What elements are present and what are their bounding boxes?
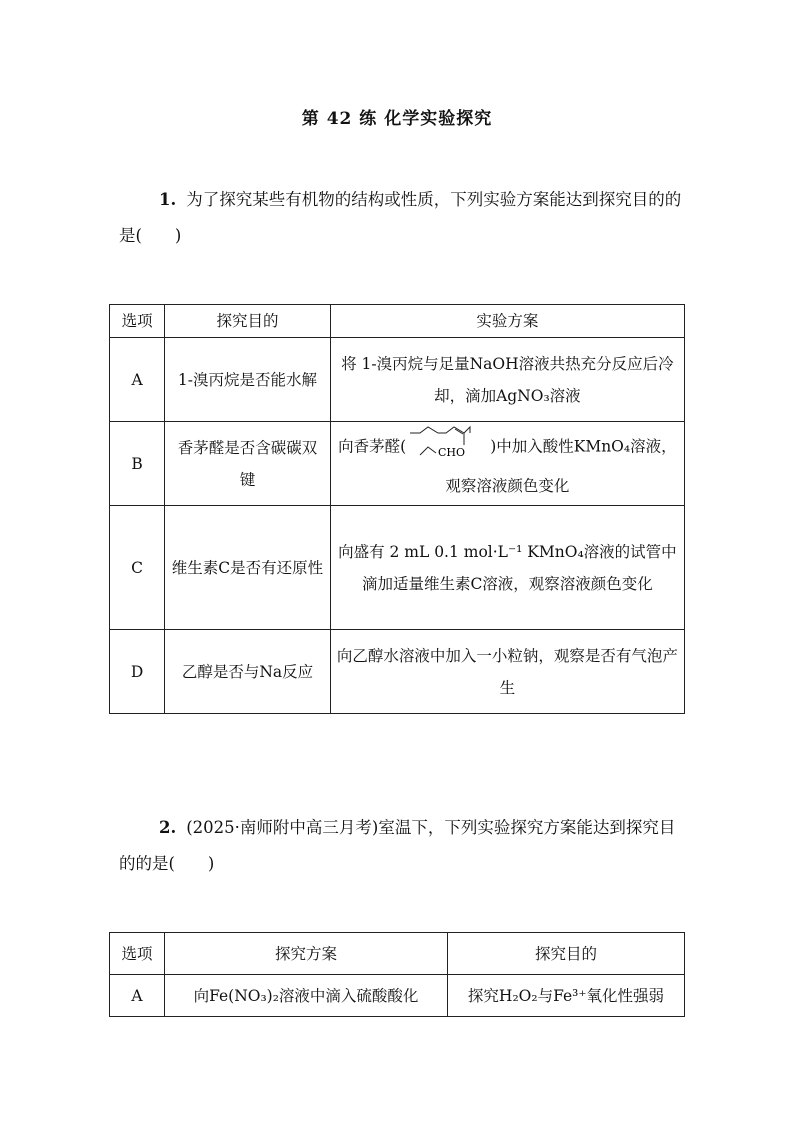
plan-cell: 将 1-溴丙烷与足量NaOH溶液共热充分反应后冷却，滴加AgNO₃溶液 <box>330 338 684 422</box>
header-goal: 探究目的 <box>448 933 685 975</box>
table-row <box>110 422 685 506</box>
question-number: 2. <box>159 818 177 837</box>
option-cell: A <box>110 338 165 422</box>
question-number: 1. <box>159 190 177 209</box>
goal-cell: 1-溴丙烷是否能水解 <box>165 338 331 422</box>
goal-cell: 探究H₂O₂与Fe³⁺氧化性强弱 <box>448 975 685 1017</box>
table-row <box>110 506 685 630</box>
table-row <box>110 630 685 714</box>
header-plan: 探究方案 <box>165 933 448 975</box>
plan-text-pre: 向香茅醛( <box>338 437 407 456</box>
goal-cell: 维生素C是否有还原性 <box>165 506 331 630</box>
question-text: 为了探究某些有机物的结构或性质，下列实验方案能达到探究目的的是( ) <box>119 190 682 245</box>
table-row <box>110 975 685 1017</box>
table-row <box>110 338 685 422</box>
table-header-row <box>110 933 685 975</box>
plan-cell: 向乙醇水溶液中加入一小粒钠，观察是否有气泡产生 <box>330 630 684 714</box>
header-goal: 探究目的 <box>165 305 331 338</box>
header-plan: 实验方案 <box>330 305 684 338</box>
cho-label: CHO <box>438 446 466 459</box>
citronellal-structure <box>406 425 490 470</box>
plan-cell: 向盛有 2 mL 0.1 mol·L⁻¹ KMnO₄溶液的试管中滴加适量维生素C溶液，观察溶液颜色变化 <box>330 506 684 630</box>
option-cell: A <box>110 975 165 1017</box>
question-1-table <box>109 304 685 714</box>
option-cell: D <box>110 630 165 714</box>
question-2-table <box>109 932 685 1017</box>
goal-cell: 乙醇是否与Na反应 <box>165 630 331 714</box>
plan-cell <box>330 422 684 506</box>
option-cell: C <box>110 506 165 630</box>
table-header-row <box>110 305 685 338</box>
question-2 <box>119 810 689 882</box>
question-1 <box>119 182 689 254</box>
page-title: 第 42 练 化学实验探究 <box>301 109 493 129</box>
plan-cell: 向Fe(NO₃)₂溶液中滴入硫酸酸化 <box>165 975 448 1017</box>
plan-text-post: )中加入酸性KMnO₄溶液，观察溶液颜色变化 <box>445 437 677 495</box>
header-option: 选项 <box>110 305 165 338</box>
question-text: (2025·南师附中高三月考)室温下，下列实验探究方案能达到探究目的的是( ) <box>119 818 676 873</box>
goal-cell: 香茅醛是否含碳碳双键 <box>165 422 331 506</box>
header-option: 选项 <box>110 933 165 975</box>
option-cell: B <box>110 422 165 506</box>
